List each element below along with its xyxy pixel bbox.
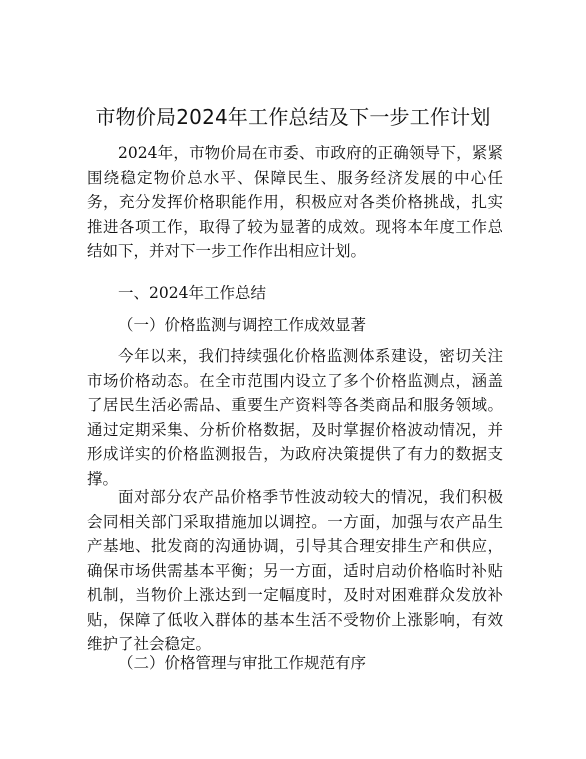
subsection-heading-price-monitoring: （一）价格监测与调控工作成效显著	[118, 316, 367, 334]
paragraph-price-monitoring: 今年以来，我们持续强化价格监测体系建设，密切关注市场价格动态。在全市范围内设立了多个价格监测点，涵盖了居民生活必需品、重要生产资料等各类商品和服务领域。通过定期采集、分析价格数据，及时掌握价格波动情况，并形成详实的价格监测报告，为政府决策提供了有力的数据支撑。	[87, 347, 503, 488]
paragraph-price-regulation: 面对部分农产品价格季节性波动较大的情况，我们积极会同相关部门采取措施加以调控。一方面，加强与农产品生产基地、批发商的沟通协调，引导其合理安排生产和供应，确保市场供需基本平衡；另一方面，适时启动价格临时补贴机制，当物价上涨达到一定幅度时，及时对困难群众发放补贴，保障了低收入群体的基本生活不受物价上涨影响，有效维护了社会稳定。	[87, 488, 503, 653]
subsection-heading-price-management: （二）价格管理与审批工作规范有序	[118, 654, 367, 672]
intro-paragraph: 2024年，市物价局在市委、市政府的正确领导下，紧紧围绕稳定物价总水平、保障民生、服务经济发展的中心任务，充分发挥价格职能作用，积极应对各类价格挑战，扎实推进各项工作，取得了较为显著的成效。现将本年度工作总结如下，并对下一步工作作出相应计划。	[87, 144, 503, 260]
section-heading-summary: 一、2024年工作总结	[118, 284, 266, 302]
document-title: 市物价局2024年工作总结及下一步工作计划	[95, 105, 491, 129]
